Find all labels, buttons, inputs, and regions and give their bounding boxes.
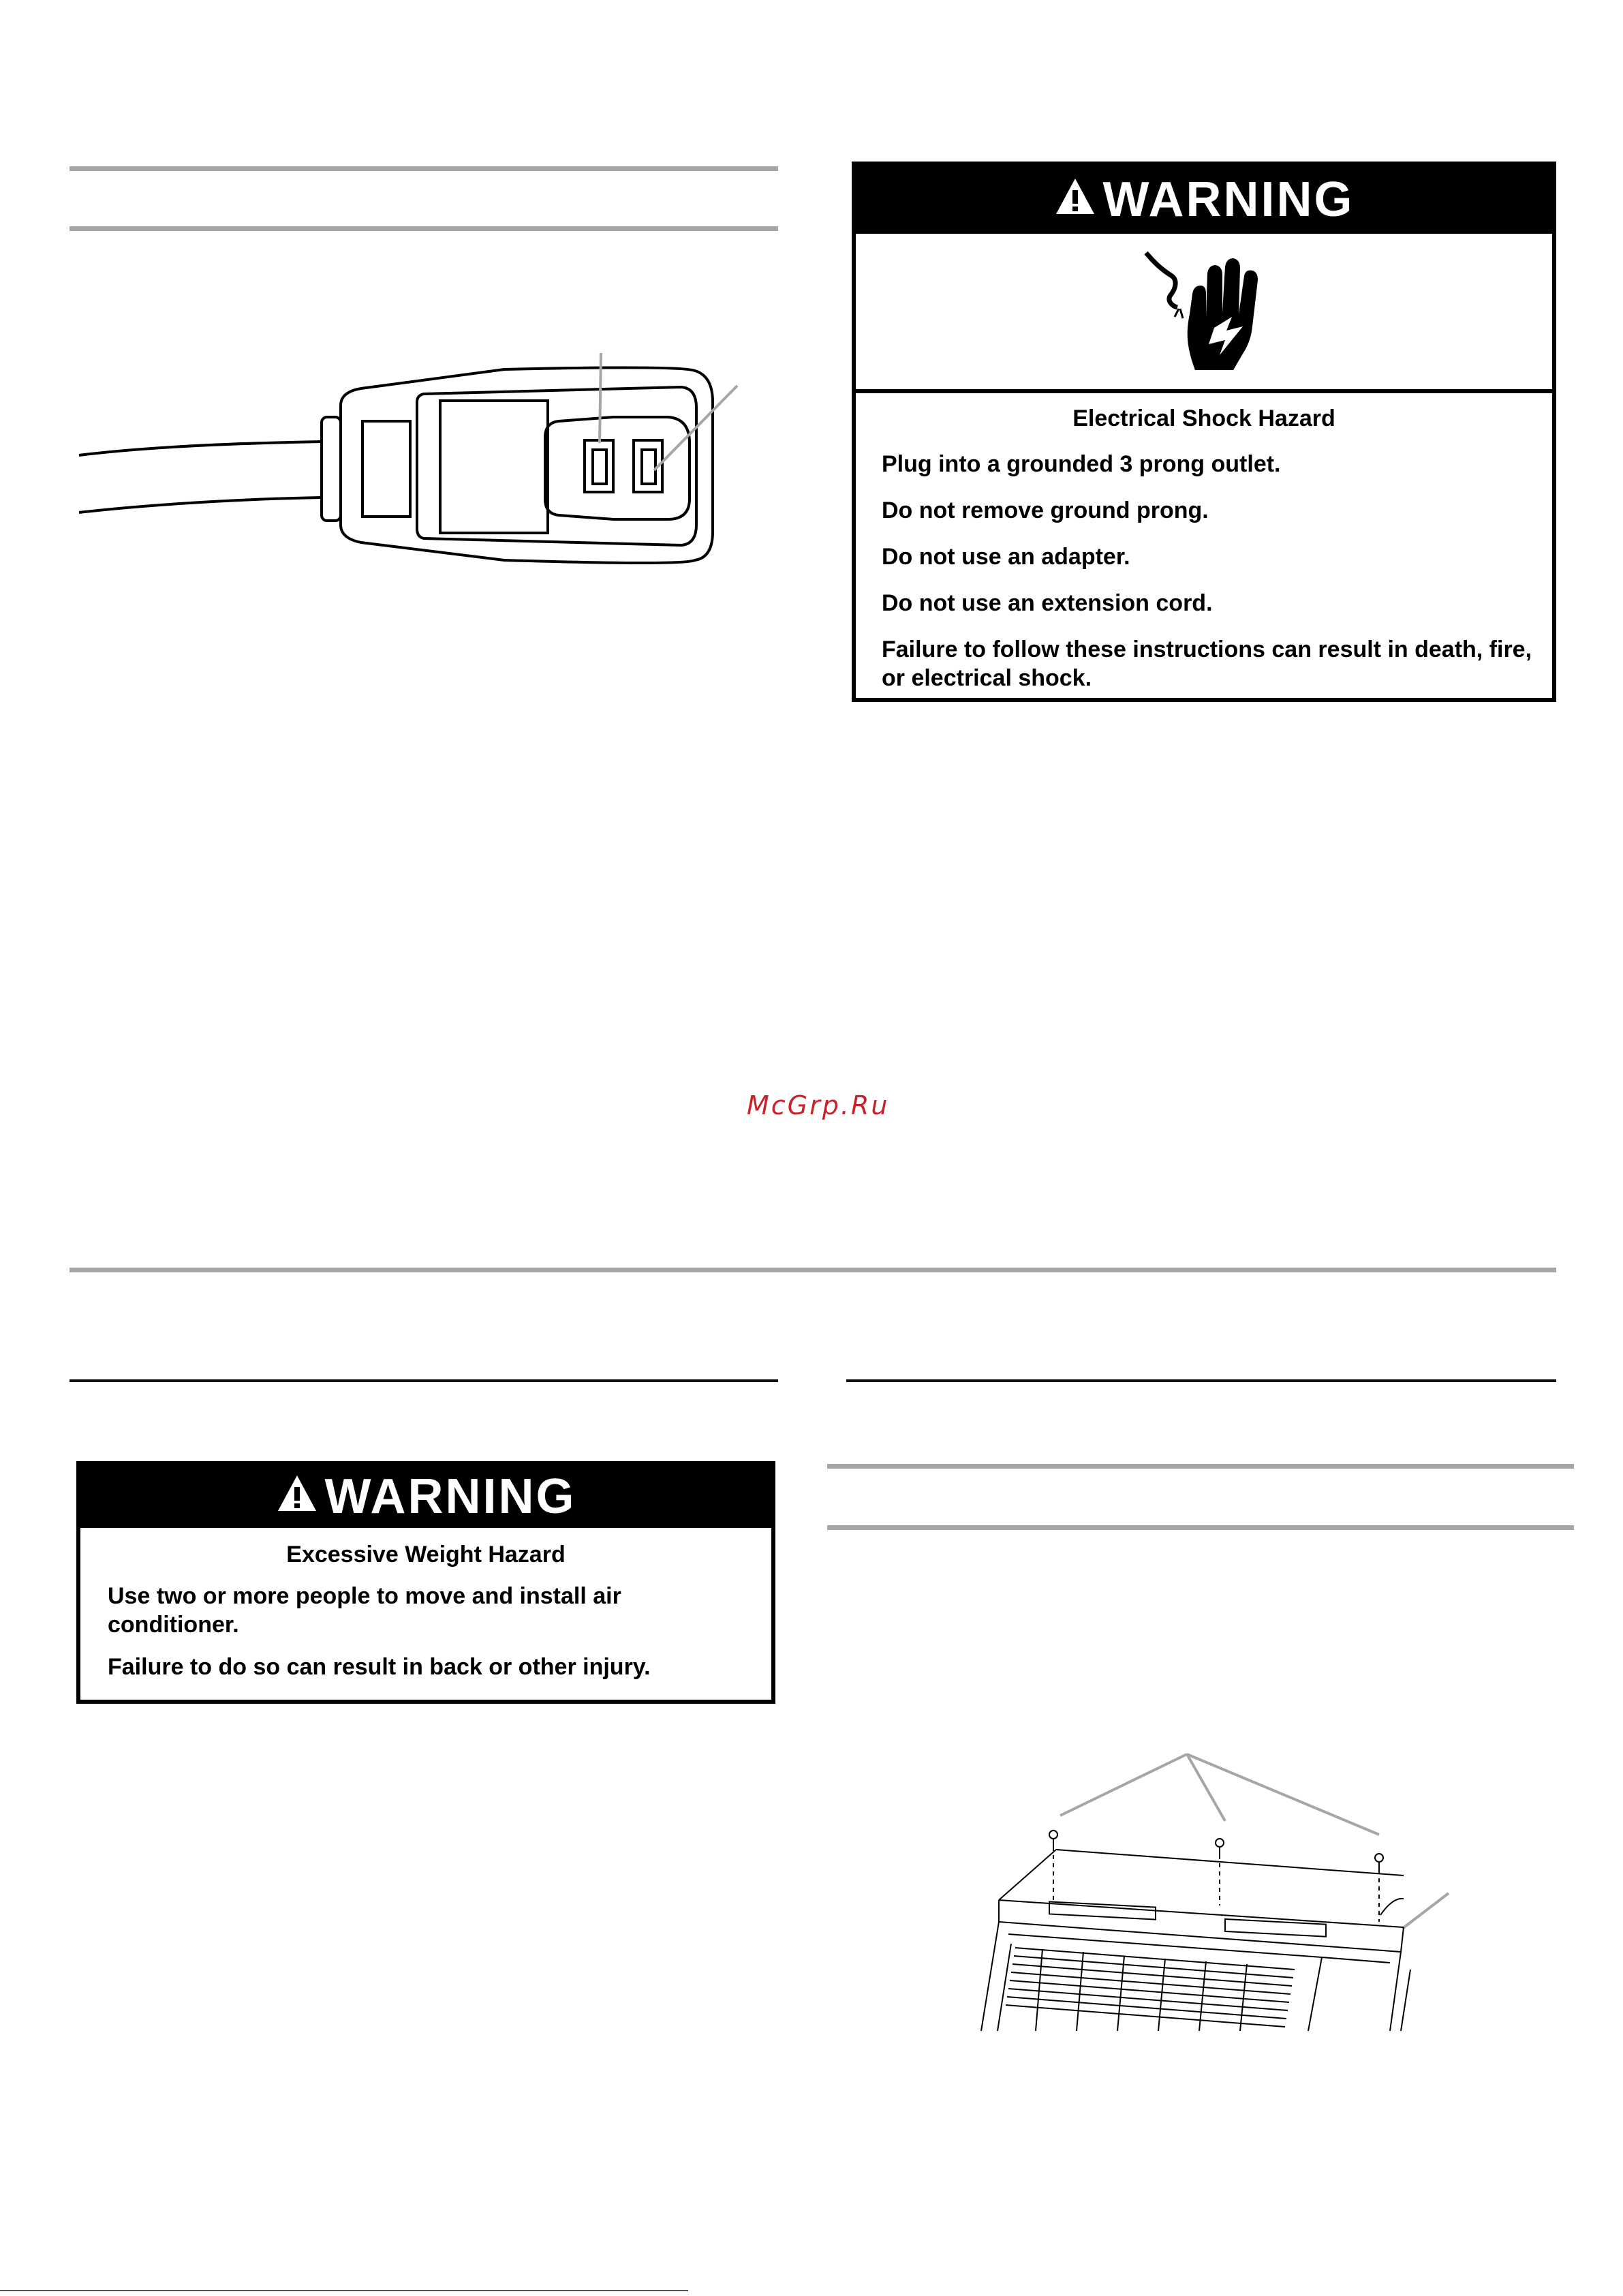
warning-instructions [80,1582,771,1681]
electric-shock-hand-icon [1131,246,1267,380]
warning-header [856,166,1552,234]
air-conditioner-screws-illustration [940,1745,1458,2058]
warning-label: WARNING [1102,172,1355,227]
section-rule-top-left-1 [69,166,778,171]
electrical-shock-warning-box [852,162,1556,702]
subsection-rule-right-2 [827,1525,1574,1530]
power-plug-illustration [68,341,749,572]
hazard-title: Excessive Weight Hazard [286,1542,566,1567]
section-rule-right-column [846,1379,1556,1382]
warning-triangle-icon [1054,172,1096,228]
hazard-title: Electrical Shock Hazard [1072,405,1335,431]
warning-label: WARNING [324,1469,576,1524]
subsection-rule-right-1 [827,1464,1574,1469]
excessive-weight-warning-box [76,1461,775,1704]
section-rule-left-column [69,1379,778,1382]
instruction-line: Use two or more people to move and install air conditioner. [108,1583,621,1638]
instruction-line: Do not remove ground prong. [882,498,1209,523]
warning-header [80,1465,771,1528]
warning-triangle-icon [276,1469,318,1525]
instruction-line: Failure to do so can result in back or other injury. [108,1654,651,1680]
section-rule-full-width [69,1268,1556,1272]
instruction-line: Plug into a grounded 3 prong outlet. [882,451,1281,477]
page-footer-line [0,2290,688,2291]
warning-instructions [856,450,1552,692]
instruction-line: Do not use an adapter. [882,544,1130,570]
section-rule-top-left-2 [69,226,778,231]
watermark: McGrp.Ru [747,1090,890,1120]
warning-icon-area [856,234,1552,393]
instruction-line: Failure to follow these instructions can result in death, fire, or electrical shock. [882,637,1532,691]
instruction-line: Do not use an extension cord. [882,590,1213,616]
